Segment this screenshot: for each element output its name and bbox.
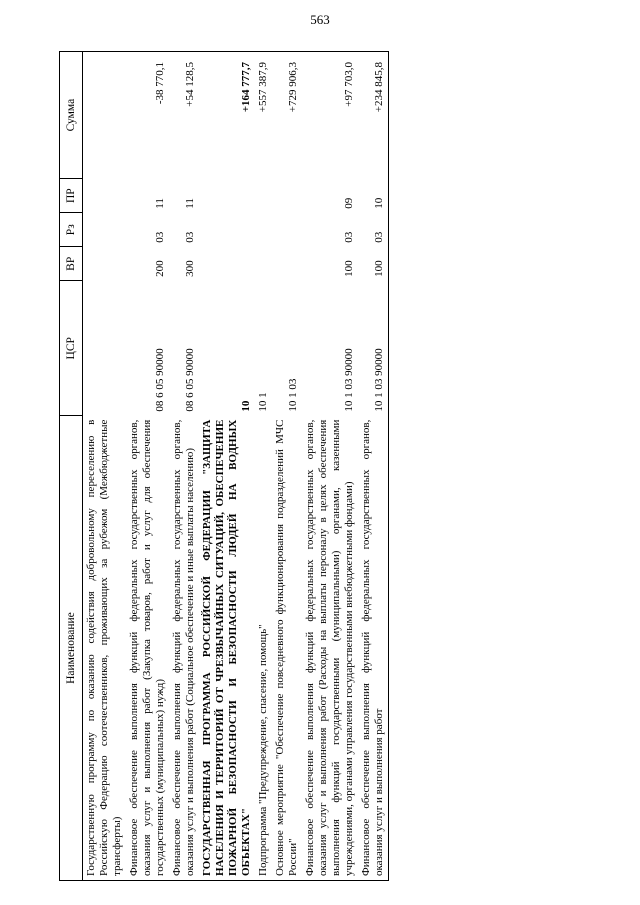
cell-rz	[255, 213, 272, 247]
table-row	[126, 52, 169, 881]
cell-name: Финансовое обеспечение выполнения функций федеральных государственных органов, оказания услуг и выполнения работ (Социальное обеспечение и иные выплаты населению)	[169, 416, 199, 881]
cell-csr: 10	[240, 400, 252, 412]
table-row	[272, 52, 302, 881]
cell-vr: 100	[343, 260, 355, 277]
cell-rz	[83, 213, 127, 247]
cell-name: Финансовое обеспечение выполнения функций федеральных государственных органов, оказания услуг и выполнения работ (Закупка товаров, работ и услуг для обеспечения государственных (муниципальных) нужд)	[126, 416, 169, 881]
cell-name: Основное мероприятие "Обеспечение повседневного функционирования подразделений МЧС России"	[272, 416, 302, 881]
table-row	[358, 52, 389, 881]
cell-sum: -38 770,1	[126, 52, 169, 179]
cell-pr	[255, 179, 272, 213]
cell-pr	[83, 179, 127, 213]
table-row	[302, 52, 358, 881]
cell-csr: 10 1	[257, 392, 269, 412]
cell-vr: 300	[184, 260, 196, 277]
cell-pr	[272, 179, 302, 213]
cell-sum: +234 845,8	[358, 52, 389, 179]
header-name: Наименование	[60, 416, 83, 881]
cell-name: Подпрограмма "Предупреждение, спасение, помощь"	[255, 416, 272, 881]
cell-csr: 10 1 03 90000	[358, 281, 389, 416]
cell-sum: +164 777,7	[199, 52, 255, 179]
cell-name: Государственную программу по оказанию содействия добровольному переселению в Российскую Федерацию соотечественников, проживающих за рубежом (Межбюджетные трансферты)	[83, 416, 127, 881]
cell-rz: 03	[184, 231, 196, 243]
cell-rz: 03	[358, 213, 389, 247]
cell-pr: 09	[343, 197, 355, 209]
cell-name: Финансовое обеспечение выполнения функций федеральных государственных органов, оказания услуг и выполнения работ (Расходы на выплаты персоналу в целях обеспечения выполнения функций государственными (муниципальными) органами, казенными учреждениями, органами управления государственными внебюджетными фондами)	[302, 416, 358, 881]
cell-sum: +729 906,3	[272, 52, 302, 179]
table-row	[199, 52, 255, 881]
cell-pr	[199, 179, 255, 213]
cell-vr	[83, 247, 127, 281]
cell-sum: +54 128,5	[169, 52, 199, 179]
cell-csr: 08 6 05 90000	[184, 348, 196, 412]
cell-csr	[83, 281, 127, 416]
cell-rz: 03	[343, 231, 355, 243]
cell-rz: 03	[154, 231, 166, 243]
cell-pr: 10	[358, 179, 389, 213]
cell-sum: +557 387,9	[255, 52, 272, 179]
table-row	[169, 52, 199, 881]
budget-table-rotated	[59, 51, 599, 881]
cell-name: Финансовое обеспечение выполнения функций федеральных государственных органов, оказания услуг и выполнения работ	[358, 416, 389, 881]
page-number: 563	[310, 12, 330, 27]
header-vr: ВР	[60, 247, 83, 281]
header-sum: Сумма	[60, 52, 83, 179]
cell-pr: 11	[184, 198, 196, 209]
cell-vr: 200	[154, 260, 166, 277]
cell-pr: 11	[154, 198, 166, 209]
cell-csr: 10 1 03 90000	[343, 348, 355, 412]
cell-sum: +97 703,0	[302, 52, 358, 179]
header-csr: ЦСР	[60, 281, 83, 416]
table-row	[83, 52, 127, 881]
cell-vr: 100	[358, 247, 389, 281]
header-row	[60, 52, 83, 881]
cell-vr	[255, 247, 272, 281]
cell-vr	[199, 247, 255, 281]
cell-vr	[272, 247, 302, 281]
cell-name: ГОСУДАРСТВЕННАЯ ПРОГРАММА РОССИЙСКОЙ ФЕДЕРАЦИИ "ЗАЩИТА НАСЕЛЕНИЯ И ТЕРРИТОРИЙ ОТ ЧРЕЗВЫЧАЙНЫХ СИТУАЦИЙ, ОБЕСПЕЧЕНИЕ ПОЖАРНОЙ БЕЗОПАСНОСТИ И БЕЗОПАСНОСТИ ЛЮДЕЙ НА ВОДНЫХ ОБЪЕКТАХ"	[199, 416, 255, 881]
header-pr: ПР	[60, 179, 83, 213]
table-row	[255, 52, 272, 881]
cell-csr: 08 6 05 90000	[154, 348, 166, 412]
cell-rz	[199, 213, 255, 247]
cell-rz	[272, 213, 302, 247]
budget-table	[59, 51, 389, 881]
cell-sum	[83, 52, 127, 179]
header-rz: Рз	[60, 213, 83, 247]
cell-csr: 10 1 03	[287, 378, 299, 412]
